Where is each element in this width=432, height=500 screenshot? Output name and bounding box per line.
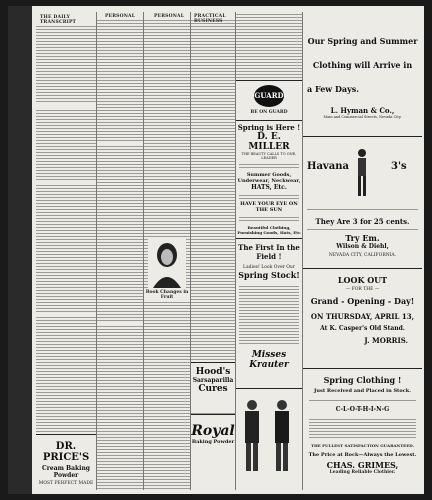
ad-illustration-men — [236, 388, 302, 490]
miller-hats: HATS, Etc. — [251, 184, 287, 191]
miller-spring-heading: Spring is Here ! — [237, 123, 301, 132]
column-1 — [36, 12, 97, 490]
krauter-ladies: Ladies! Look Over Our — [243, 265, 295, 270]
hyman-line1: Our Spring and Summer — [307, 36, 418, 46]
miller-subtitle: THE BEAUTY CALLS TO ONE, LEADER — [241, 152, 297, 160]
hoods-cures: Cures — [198, 384, 228, 394]
masthead: THE DAILY TRANSCRIPT — [40, 15, 77, 25]
ad-havana — [303, 136, 422, 265]
grimes-just-received: Just Received and Placed in Stock. — [314, 388, 411, 394]
krauter-signature: Misses Krauter — [249, 350, 289, 370]
column-2-head: PERSONAL — [105, 14, 136, 19]
havana-title: Havana — [307, 161, 349, 172]
morris-casper: At K. Casper's Old Stand. — [320, 325, 405, 332]
havana-threes: 3's — [391, 161, 407, 172]
hyman-line2: Clothing will Arrive in — [312, 60, 413, 70]
hoods-sarsaparilla: Sarsaparilla — [192, 377, 234, 384]
morris-for-the: — FOR THE — — [345, 287, 380, 292]
krauter-heading: The First In the Field ! — [238, 243, 300, 261]
ad-dr-price — [36, 434, 96, 490]
ad-price-tagline: MOST PERFECT MADE — [38, 481, 94, 486]
miller-beautiful: Beautiful Clothing, Furnishing Goods, Hats, Etc — [237, 225, 301, 235]
column-3-head: PERSONAL — [154, 14, 185, 19]
newspaper-page — [8, 6, 424, 494]
ad-hoods — [191, 362, 235, 413]
hyman-name: L. Hyman & Co., — [330, 106, 395, 115]
grimes-clothing: C-L-O-T-H-I-N-G — [335, 406, 390, 413]
cut-caption: Book Changes in Fruit — [145, 290, 189, 300]
ad-grimes — [303, 368, 422, 490]
havana-price: They Are 3 for 25 cents. — [315, 217, 410, 226]
page-binding — [8, 6, 32, 494]
ad-morris — [303, 268, 422, 365]
ad-price-title: DR. PRICE'S — [42, 441, 90, 463]
grimes-fullest: THE FULLEST SATISFACTION GUARANTEED. — [310, 443, 414, 448]
hyman-line3: a Few Days. — [307, 84, 360, 94]
royal-title: Royal — [191, 423, 235, 439]
ad-krauter — [236, 238, 302, 387]
miller-summer-goods: Summer Goods, Underwear, Neckwear, — [237, 172, 301, 184]
morris-look-out: LOOK OUT — [337, 275, 388, 285]
column-4-head: PRACTICAL BUSINESS — [194, 14, 226, 24]
morris-thursday: ON THURSDAY, APRIL 13, — [310, 312, 415, 321]
hoods-title: Hood's — [195, 367, 231, 377]
woman-portrait-cut — [148, 238, 186, 288]
grimes-spring-clothing: Spring Clothing ! — [323, 375, 402, 385]
royal-subtitle: Baking Powder — [191, 439, 235, 445]
grimes-price: The Price at Rock—Always the Lowest. — [308, 452, 417, 458]
column-2 — [97, 12, 144, 490]
havana-wilson: Wilson & Diehl, — [336, 243, 389, 250]
column-5 — [236, 12, 303, 490]
smoker-figure-illustration — [353, 147, 371, 199]
miller-name: D. E. MILLER — [248, 132, 290, 152]
havana-try-em: Try Em. — [345, 233, 380, 243]
column-6 — [303, 12, 422, 490]
havana-nevada: NEVADA CITY, CALIFORNIA. — [328, 253, 397, 258]
ad-hyman — [303, 36, 422, 120]
hyman-address: Main and Commercial Streets, Nevada City. — [323, 115, 402, 119]
guard-subtitle: BE ON GUARD — [250, 110, 288, 115]
guard-logo-text: GUARD — [254, 91, 284, 100]
ad-price-subtitle: Cream Baking Powder — [41, 465, 91, 479]
two-men-illustration — [236, 389, 302, 489]
ad-royal — [191, 414, 235, 490]
ad-guard — [236, 80, 302, 119]
grimes-name: CHAS. GRIMES, — [326, 460, 399, 470]
krauter-spring-stock: Spring Stock! — [238, 270, 300, 280]
miller-have-eye: HAVE YOUR EYE ON THE SUN — [240, 201, 298, 213]
column-4 — [191, 12, 236, 490]
morris-name: J. MORRIS. — [364, 336, 408, 345]
grimes-leading: Leading Reliable Clothier. — [329, 470, 396, 475]
morris-grand-opening: Grand - Opening - Day! — [310, 296, 415, 306]
ad-miller — [236, 120, 302, 237]
column-3 — [144, 12, 191, 490]
